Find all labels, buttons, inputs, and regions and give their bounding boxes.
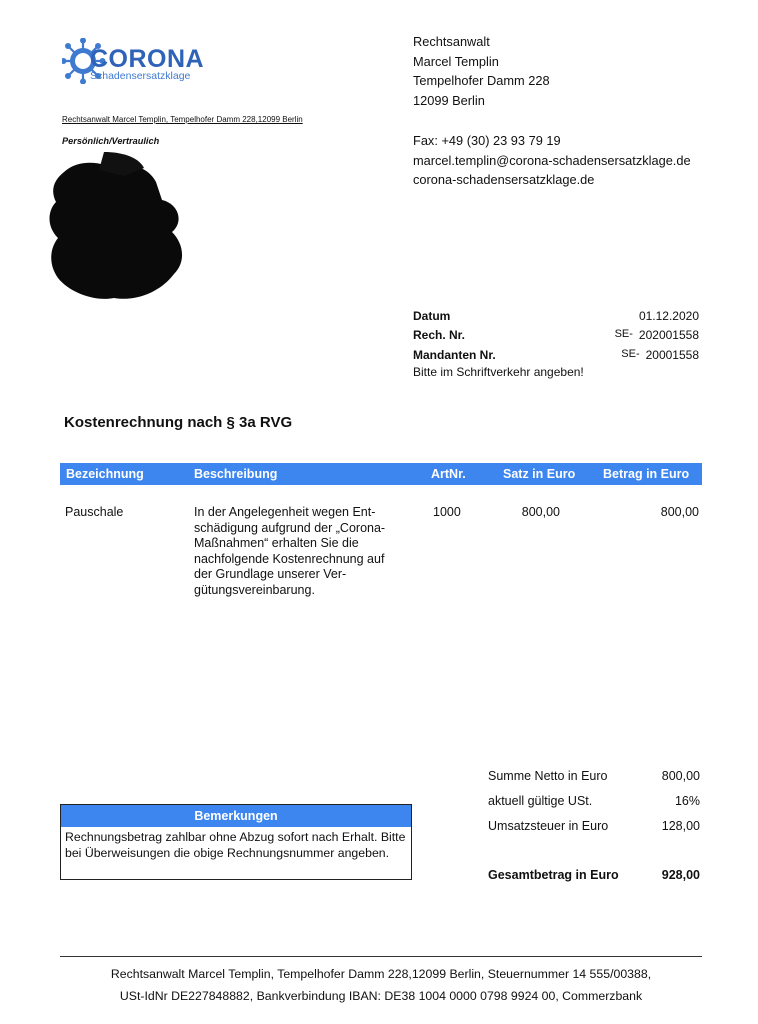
logo bbox=[90, 46, 204, 82]
website-link[interactable]: corona-schadensersatzklage.de bbox=[413, 172, 595, 187]
cell-betrag: 800,00 bbox=[660, 505, 699, 519]
confidential-label: Persönlich/Vertraulich bbox=[62, 136, 160, 146]
return-address: Rechtsanwalt Marcel Templin, Tempelhofer Damm 228,12099 Berlin bbox=[62, 115, 303, 124]
footer-line-1: Rechtsanwalt Marcel Templin, Tempelhofer Damm 228,12099 Berlin, Steuernummer 14 555/00388, bbox=[110, 967, 652, 981]
sender-line: 12099 Berlin bbox=[413, 92, 485, 108]
sender-contact bbox=[413, 131, 691, 190]
invoice-number-label: Rech. Nr. bbox=[413, 328, 466, 343]
vat-rate-label: aktuell gültige USt. bbox=[488, 793, 593, 808]
header-betrag: Betrag in Euro bbox=[603, 467, 690, 481]
invoice-number-prefix: SE- bbox=[614, 328, 633, 341]
meta-date-row bbox=[413, 306, 699, 326]
client-number-prefix: SE- bbox=[621, 347, 640, 360]
net-total-row bbox=[488, 763, 700, 788]
totals-block bbox=[488, 763, 700, 887]
redacted-recipient-address bbox=[44, 152, 194, 304]
header-satz: Satz in Euro bbox=[503, 467, 576, 481]
date-label: Datum bbox=[413, 308, 451, 323]
sender-line: Marcel Templin bbox=[413, 53, 499, 69]
client-number-value: 20001558 bbox=[645, 347, 699, 362]
footer-divider bbox=[60, 956, 702, 957]
invoice-number-value: 202001558 bbox=[638, 328, 699, 343]
vat-rate-value: 16% bbox=[674, 793, 700, 808]
reference-hint: Bitte im Schriftverkehr angeben! bbox=[413, 364, 584, 379]
net-total-label: Summe Netto in Euro bbox=[488, 768, 608, 783]
client-number-label: Mandanten Nr. bbox=[413, 347, 496, 362]
vat-amount-row bbox=[488, 813, 700, 838]
items-table-header bbox=[60, 463, 702, 485]
header-artnr: ArtNr. bbox=[431, 467, 466, 481]
cell-artnr: 1000 bbox=[433, 505, 461, 519]
remarks-title: Bemerkungen bbox=[61, 805, 411, 827]
sender-address bbox=[413, 32, 550, 110]
document-title: Kostenrechnung nach § 3a RVG bbox=[64, 414, 293, 431]
meta-invoice-row bbox=[413, 326, 699, 346]
sender-line: Tempelhofer Damm 228 bbox=[413, 73, 550, 88]
header-bezeichnung: Bezeichnung bbox=[66, 467, 144, 481]
footer bbox=[60, 963, 702, 1007]
logo-subtitle: Schadensersatzklage bbox=[90, 70, 191, 82]
grand-total-label: Gesamtbetrag in Euro bbox=[488, 867, 619, 882]
logo-wordmark: CORONA bbox=[90, 45, 205, 73]
sender-line: Rechtsanwalt bbox=[413, 34, 490, 49]
cell-beschreibung: In der Angelegenheit wegen Ent-schädigung aufgrund der „Corona-Maßnahmen“ erhalten Sie die nachfolgende Kostenrechnung auf der Grundlage unserer Ver-gütungsvereinbarung. bbox=[194, 505, 386, 597]
fax-number: Fax: +49 (30) 23 93 79 19 bbox=[413, 133, 561, 148]
cell-satz: 800,00 bbox=[521, 505, 560, 519]
vat-rate-row bbox=[488, 788, 700, 813]
cell-bezeichnung: Pauschale bbox=[65, 505, 124, 519]
header-beschreibung: Beschreibung bbox=[194, 467, 278, 481]
email-link[interactable]: marcel.templin@corona-schadensersatzklage.de bbox=[413, 152, 691, 168]
remarks-box bbox=[60, 804, 412, 880]
grand-total-value: 928,00 bbox=[661, 867, 700, 882]
grand-total-row bbox=[488, 862, 700, 887]
meta-client-row bbox=[413, 345, 699, 365]
vat-amount-value: 128,00 bbox=[661, 818, 700, 833]
vat-amount-label: Umsatzsteuer in Euro bbox=[488, 818, 609, 833]
net-total-value: 800,00 bbox=[661, 768, 700, 783]
footer-line-2: USt-IdNr DE227848882, Bankverbindung IBAN: DE38 1004 0000 0798 9924 00, Commerzbank bbox=[119, 989, 643, 1003]
remarks-text: Rechnungsbetrag zahlbar ohne Abzug sofort nach Erhalt. Bitte bei Überweisungen die obige Rechnungsnummer angeben. bbox=[65, 830, 406, 860]
invoice-meta bbox=[413, 306, 699, 379]
date-value: 01.12.2020 bbox=[638, 308, 699, 323]
